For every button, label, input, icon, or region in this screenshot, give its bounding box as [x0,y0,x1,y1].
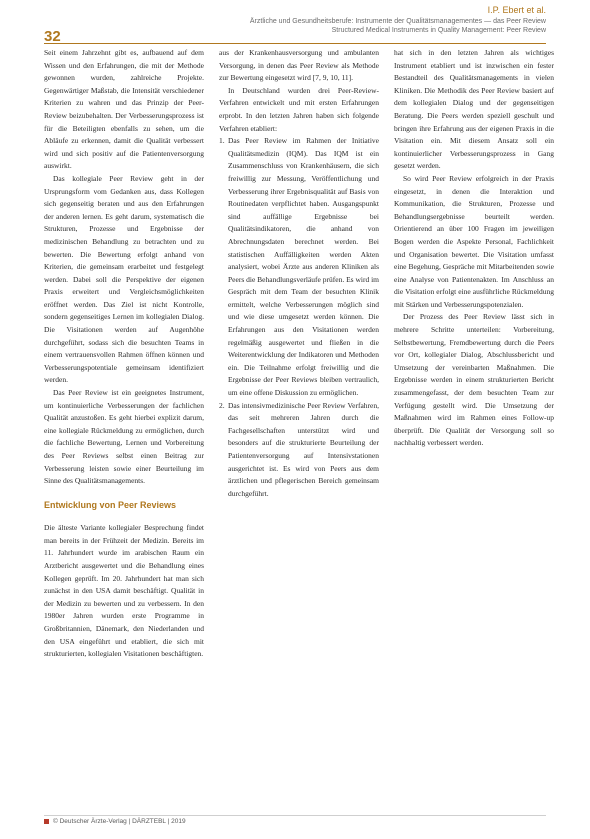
paragraph: Das Peer Review ist ein geeignetes Instrument, um kontinuierliche Verbesserungen der fachlichen Qualität anzustoßen. Es geht hierbei explizit darum, eine kollegiale Rückmeldung zu ermöglichen, durch die fachliche Bewertung, Lernen und Vorbereitung des Peer Reviews selbst einen Beitrag zur Verbesserung leisten sowie einer Beurteilung im Sinne des Qualitätsmanagements. [44,388,204,486]
paragraph: Der Prozess des Peer Review lässt sich in mehrere Schritte unterteilen: Vorbereitung, Selbstbewertung, Fremdbewertung durch die Peers vor Ort, kollegialer Dialog, Abschlussbericht und Umsetzung der vereinbarten Maßnahmen. Die Ergebnisse werden in einem strukturierten Bericht zusammengefasst, der dem besuchten Team zur Verfügung gestellt wird. Die Umsetzung der Maßnahmen wird im Rahmen eines Follow-up überprüft. Die Qualität der Versorgung soll so nachhaltig verbessert werden. [394,312,554,448]
article-body [44,47,554,812]
paragraph: Das kollegiale Peer Review geht in der Ursprungsform vom Gedanken aus, dass Kollegen sich gegenseitig beraten und aus den Erfahrungen der anderen lernen. Es geht darum, systematisch die Strukturen, Prozesse und Ergebnisse der medizinischen Behandlung zu betrachten und zu bewerten. Die Bewertung erfolgt anhand von Kriterien, die gemeinsam erarbeitet und festgelegt werden. Dabei soll die Perspektive der eigenen Praxis erweitert und Vergleichsmöglichkeiten eröffnet werden. Das Ziel ist nicht Kontrolle, sondern gegenseitiges Lernen im kollegialen Dialog. Die Visitationen werden auf Augenhöhe durchgeführt, sodass sich die besuchten Teams in einem vertrauensvollen Rahmen öffnen können und Verbesserungspotentiale gemeinsam identifiziert werden. [44,173,204,385]
paragraph: So wird Peer Review erfolgreich in der Praxis eingesetzt, in denen die Interaktion und Kommunikation, die Strukturen, Prozesse und Behandlungsergebnisse beurteilt werden. Orientierend an über 100 Fragen im jeweiligen Bogen werden die Aspekte Personal, Fachlichkeit und Organisation bewertet. Die Visitation umfasst eine Begehung, Gespräche mit Mitarbeitenden sowie eine Analyse von Patientenakten. Im Anschluss an die Visitation erfolgt eine ausführliche Rückmeldung mit Stärken und Verbesserungspotenzialen. [394,173,554,309]
running-head-subtitle: Structured Medical Instruments in Quality Management: Peer Review [331,27,546,34]
running-head-title: Ärztliche und Gesundheitsberufe: Instrumente der Qualitätsmanagementes — das Peer Review [249,17,546,25]
column-left [44,47,204,812]
paragraph: Seit einem Jahrzehnt gibt es, aufbauend auf dem Wissen und den Erfahrungen, die mit der Methode gewonnen wurden, zahlreiche Projekte. Gegenwärtiger Maßstab, die Intensität verschiedener Kriterien zu wahren und das Prinzip der Peer-Review beizubehalten. Der Verbesserungsprozess ist für die Beteiligten ebenfalls zu sehen, um die Abläufe zu erkennen, damit die Qualität verbessert wird und sich positiv auf die Patientenversorgung auswirkt. [44,48,204,171]
list-text: Das intensivmedizinische Peer Review Verfahren, das seit mehreren Jahren durch die Fachgesellschaften unterstützt wird und besonders auf die strukturierte Beurteilung der Patientenversorgung auf Intensivstationen ausgerichtet ist. Es wird von Peers aus dem ärztlichen und pflegerischen Bereich gemeinsam durchgeführt. [228,400,379,498]
list-item [219,135,379,399]
footer-rule [44,815,546,816]
section-heading: Entwicklung von Peer Reviews [44,499,177,510]
numbered-list [219,135,379,500]
paragraph: hat sich in den letzten Jahren als wichtiges Instrument etabliert und ist inzwischen ein fester Bestandteil des Qualitätsmanagements in vielen Kliniken. Die Methodik des Peer Review basiert auf dem kollegialen Dialog und der gegenseitigen Beratung. Die Peers werden speziell geschult und bringen ihre Erfahrung aus der eigenen Praxis in die Visitation ein. Mit diesem Ansatz soll ein kontinuierlicher Verbesserungsprozess in Gang gesetzt werden. [394,48,554,171]
paragraph: aus der Krankenhausversorgung und ambulanten Versorgung, in denen das Peer Review als Methode zur Bewertung eingesetzt wird [7, 9, 10, 11]. [219,48,379,83]
column-middle [219,47,379,812]
footer-marker-icon [44,819,49,824]
paragraph: In Deutschland wurden drei Peer-Review-Verfahren entwickelt und mit ersten Erfahrungen erprobt. In den letzten Jahren haben sich folgende Verfahren etabliert: [219,85,379,133]
paragraph: Die älteste Variante kollegialer Besprechung findet man bereits in der Frühzeit der Medizin. Bereits im 11. Jahrhundert wurde im arabischen Raum ein Arztbericht ausgewertet und die Behandlung eines Kollegen geprüft. Im 20. Jahrhundert hat man sich zunächst in den USA damit beschäftigt. Qualität in der Medizin zu bewerten und zu verbessern. In den 1980er Jahren wurden erste Programme in Großbritannien, Dänemark, den Niederlanden und den USA eingeführt und etabliert, die sich mit strukturierten, kollegialen Visitationen beschäftigten. [44,523,204,659]
running-head [216,6,546,36]
list-number: 2. [219,400,225,410]
page-number: 32 [44,28,61,45]
footer-text: © Deutscher Ärzte-Verlag | DÄRZTEBL | 2019 [53,818,186,825]
header-rule [44,43,546,44]
column-right [394,47,554,812]
list-item [219,400,379,501]
running-head-author: I.P. Ebert et al. [487,5,546,15]
page-footer [44,818,186,825]
list-text: Das Peer Review im Rahmen der Initiative Qualitätsmedizin (IQM). Das IQM ist ein Zusammenschluss von Krankenhäusern, die sich freiwillig zur Messung, Veröffentlichung und Verbesserung ihrer Ergebnisqualität auf Basis von Routinedaten verpflichtet haben. Ausgangspunkt sind auffällige Ergebnisse bei Qualitätsindikatoren, die anhand von Abrechnungsdaten berechnet werden. Bei statistischen Auffälligkeiten werden Akten analysiert, wobei Ärzte aus anderen Kliniken als Peers die Behandlungsverläufe prüfen. Es wird im Gespräch mit dem Team der besuchten Klinik ermittelt, welche Verbesserungen möglich sind und wie diese umgesetzt werden können. Die Erfahrungen aus den Visitationen werden regelmäßig ausgewertet und fließen in die Weiterentwicklung der Indikatoren und Methoden ein. Die Teilnahme erfolgt freiwillig und die Ergebnisse der Peer Reviews bleiben vertraulich, um eine offene Diskussion zu ermöglichen. [228,136,379,398]
list-number: 1. [219,136,225,146]
